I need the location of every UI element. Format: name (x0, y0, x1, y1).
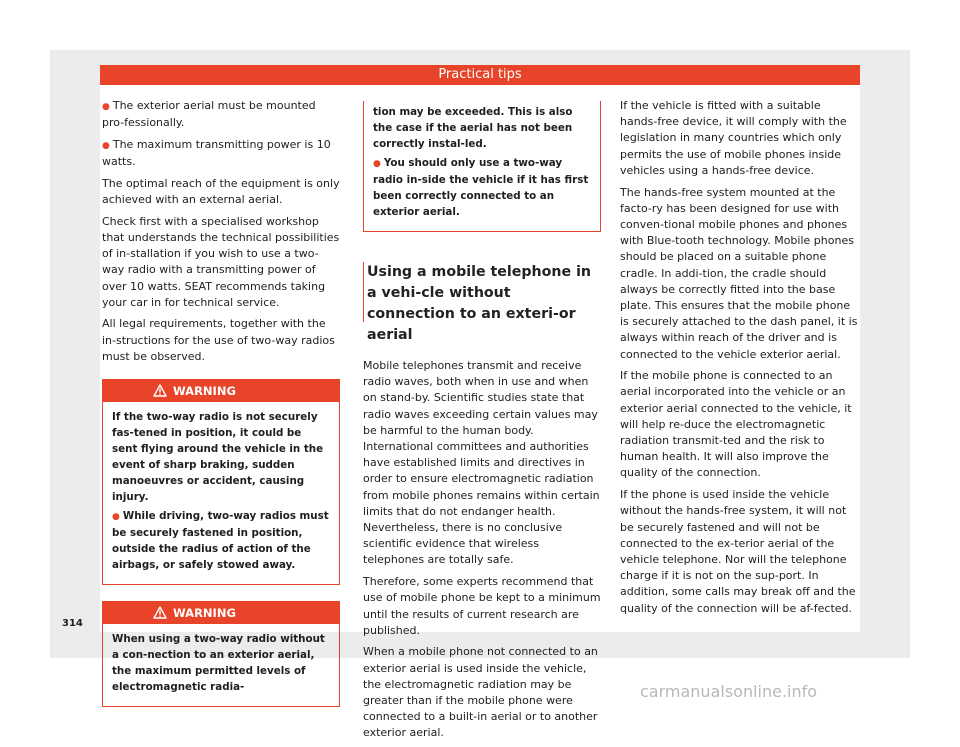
warning-triangle-icon (153, 606, 167, 619)
paragraph: All legal requirements, together with the in-structions for the use of two-way radios must be observed. (102, 317, 335, 363)
warning-triangle-icon (153, 384, 167, 397)
warning-body (103, 402, 339, 584)
chapter-header: Practical tips (100, 65, 860, 85)
paragraph: Therefore, some experts recommend that use of mobile phone be kept to a minimum until the results of current research are published. (363, 575, 601, 637)
paragraph: If the vehicle is fitted with a suitable hands-free device, it will comply with the legislation in many countries which only permits the use of mobile phones inside vehicles using a hands-free device. (620, 99, 847, 177)
warning-text: If the two-way radio is not securely fas-tened in position, it could be sent flying around the vehicle in the event of sharp braking, sudden manoeuvres or accident, causing injury. (112, 411, 324, 504)
paragraph: The optimal reach of the equipment is only achieved with an external aerial. (102, 176, 340, 207)
warning-header (103, 602, 339, 624)
bullet-icon: ● (373, 159, 381, 169)
warning-box-continued (363, 101, 601, 232)
bullet-icon: ● (102, 140, 110, 151)
warning-box (102, 379, 340, 585)
warning-bullet: ● While driving, two-way radios must be securely fastened in position, outside the radius of action of the airbags, or safely stowed away. (112, 510, 329, 572)
warning-body (103, 624, 339, 707)
paragraph: Mobile telephones transmit and receive radio waves, both when in use and when on stand-by. Scientific studies state that radio waves exceeding certain values may be harmful to the human body. International committees and authorities have established limits and directives in order to ensure electromagnetic radiation from mobile phones remains within certain limits that do not endanger health. Nevertheless, there is no conclusive scientific evidence that wireless telephones are totally safe. (363, 359, 600, 567)
paragraph: If the phone is used inside the vehicle without the hands-free system, it will not be securely fastened and will not be connected to the ex-terior aerial of the vehicle telephone. Nor will the telephone charge if it is not on the sup-port. In addition, some calls may break off and the quality of the connection will be af-fected. (620, 488, 856, 615)
page-number: 314 (62, 618, 83, 629)
bullet-icon: ● (102, 102, 110, 112)
warning-label: WARNING (173, 606, 236, 621)
paragraph: When a mobile phone not connected to an exterior aerial is used inside the vehicle, the electromagnetic radiation may be greater than if the mobile phone were connected to a built-in aerial or to another exterior aerial. (363, 645, 598, 740)
paragraph: The hands-free system mounted at the facto-ry has been designed for use with conven-tional mobile phones and phones with Blue-tooth technology. Mobile phones should be placed on a suitable phone cradle. In addi-tion, the cradle should always be correctly fitted into the base plate. This ensures that the mobile phone is securely attached to the dash panel, it is always within reach of the driver and is connected to the vehicle exterior aerial. (620, 185, 858, 361)
column-2 (363, 101, 601, 747)
column-3 (620, 98, 858, 622)
paragraph: If the mobile phone is connected to an aerial incorporated into the vehicle or an exterior aerial connected to the vehicle, it will help re-duce the electromagnetic radiation transmit-ted and the risk to human health. It will also improve the quality of the connection. (620, 369, 852, 480)
warning-text: When using a two-way radio without a con-nection to an exterior aerial, the maximum permitted levels of electromagnetic radia- (112, 633, 325, 694)
warning-box (102, 601, 340, 707)
paragraph: Check first with a specialised workshop that understands the technical possibilities of in-stallation if you wish to use a two-way radio with a transmitting power of over 10 watts. SEAT recommends taking your car in for technical service. (102, 214, 340, 309)
bullet-item: ● The maximum transmitting power is 10 watts. (102, 137, 331, 169)
bullet-icon: ● (112, 512, 120, 523)
warning-header (103, 380, 339, 402)
warning-label: WARNING (173, 384, 236, 399)
section-heading: Using a mobile telephone in a vehi-cle without connection to an exteri-or aerial (367, 264, 592, 343)
section-heading-wrap (363, 262, 601, 346)
warning-text: tion may be exceeded. This is also the case if the aerial has not been correctly instal-led. (373, 106, 573, 150)
watermark-text: carmanualsonline.info (640, 682, 818, 701)
column-1 (102, 98, 340, 707)
bullet-item: ● The exterior aerial must be mounted pro-fessionally. (102, 99, 316, 130)
warning-body (364, 101, 600, 231)
warning-bullet: ● You should only use a two-way radio in-side the vehicle if it has first been correctly connected to an exterior aerial. (373, 157, 589, 218)
